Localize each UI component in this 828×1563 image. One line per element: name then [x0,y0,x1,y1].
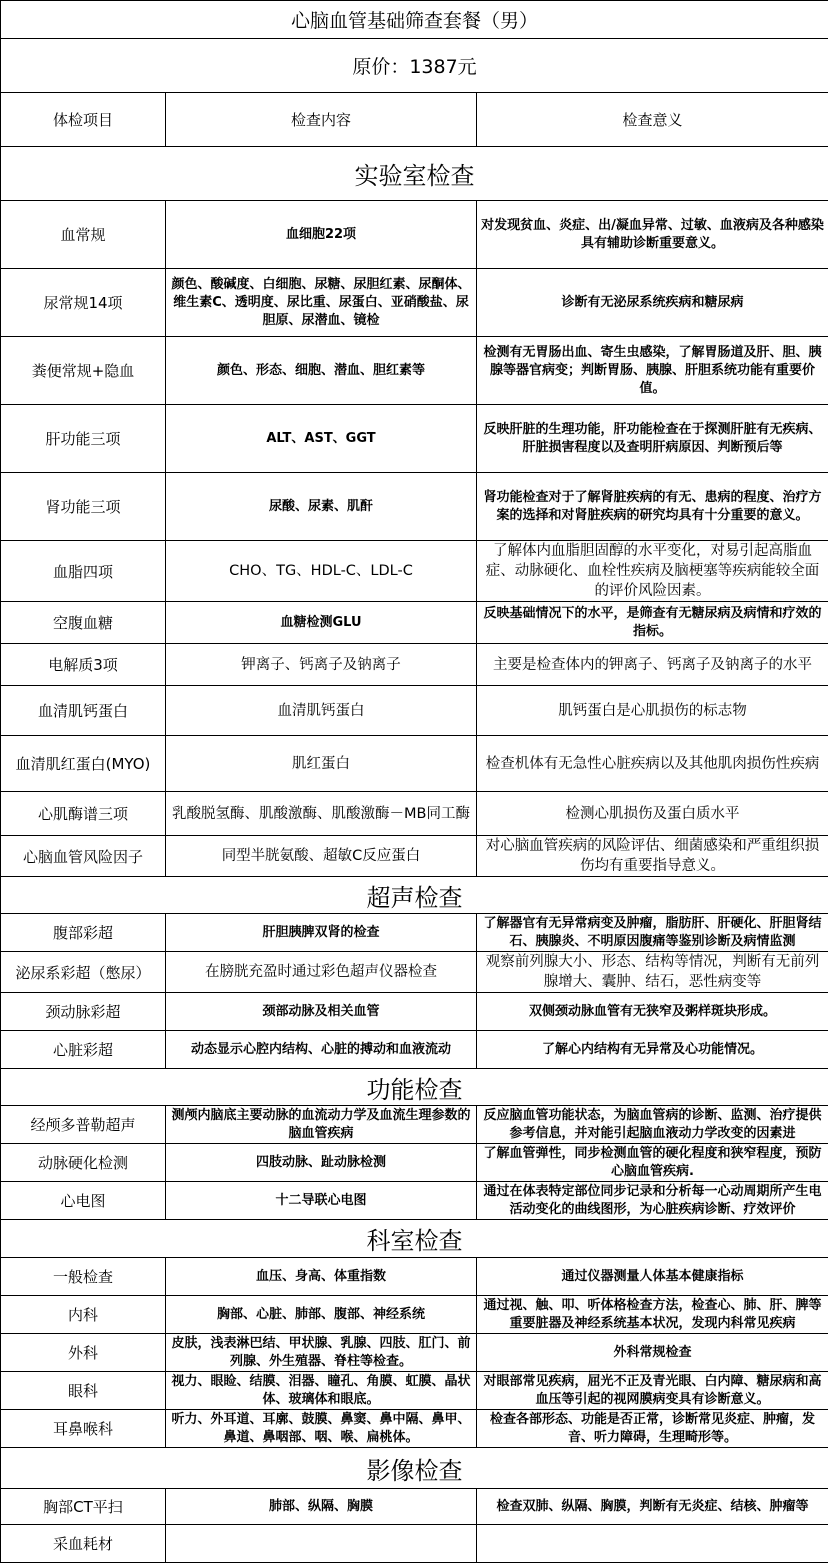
item-name: 血常规 [1,201,166,269]
item-content: 十二导联心电图 [166,1182,477,1220]
table-row [1,1334,828,1372]
item-content: 钾离子、钙离子及钠离子 [166,644,477,686]
item-content: ALT、AST、GGT [166,405,477,473]
table-row [1,1182,828,1220]
item-name: 动脉硬化检测 [1,1144,166,1182]
item-meaning: 检查各部形态、功能是否正常，诊断常见炎症、肿瘤，发音、听力障碍，生理畸形等。 [477,1410,828,1448]
item-meaning: 肾功能检查对于了解肾脏疾病的有无、患病的程度、治疗方案的选择和对肾脏疾病的研究均具有十分重要的意义。 [477,473,828,541]
table-row [1,952,828,993]
item-content: 肺部、纵隔、胸膜 [166,1489,477,1525]
item-name: 内科 [1,1296,166,1334]
item-meaning: 反映肝脏的生理功能，肝功能检查在于探测肝脏有无疾病、肝脏损害程度以及查明肝病原因、判断预后等 [477,405,828,473]
item-content: 血糖检测GLU [166,602,477,644]
table-row [1,1144,828,1182]
item-meaning: 检测有无胃肠出血、寄生虫感染，了解胃肠道及肝、胆、胰腺等器官病变；判断胃肠、胰腺、肝胆系统功能有重要价值。 [477,337,828,405]
item-content: 血压、身高、体重指数 [166,1258,477,1296]
item-content: 血细胞22项 [166,201,477,269]
item-name: 颈动脉彩超 [1,993,166,1031]
item-name: 泌尿系彩超（憋尿） [1,952,166,993]
item-content: 动态显示心腔内结构、心脏的搏动和血液流动 [166,1031,477,1069]
table-row [1,602,828,644]
section-title-lab: 实验室检查 [1,147,828,201]
item-name: 耳鼻喉科 [1,1410,166,1448]
table-row [1,644,828,686]
item-name: 采血耗材 [1,1525,166,1563]
table-row [1,1372,828,1410]
section-title-function: 功能检查 [1,1069,828,1106]
item-content: 尿酸、尿素、肌酐 [166,473,477,541]
item-name: 经颅多普勒超声 [1,1106,166,1144]
item-meaning [477,1525,828,1563]
item-name: 眼科 [1,1372,166,1410]
item-content: 血清肌钙蛋白 [166,686,477,736]
item-name: 尿常规14项 [1,269,166,337]
header-item: 体检项目 [1,93,166,147]
table-row [1,1489,828,1525]
section-title-imaging: 影像检查 [1,1448,828,1489]
item-content: 皮肤，浅表淋巴结、甲状腺、乳腺、四肢、肛门、前列腺、外生殖器、脊柱等检查。 [166,1334,477,1372]
item-meaning: 通过仪器测量人体基本健康指标 [477,1258,828,1296]
table-row [1,541,828,602]
item-name: 胸部CT平扫 [1,1489,166,1525]
item-content: 测颅内脑底主要动脉的血流动力学及血流生理参数的脑血管疾病 [166,1106,477,1144]
item-meaning: 了解心内结构有无异常及心功能情况。 [477,1031,828,1069]
item-content: 颜色、形态、细胞、潜血、胆红素等 [166,337,477,405]
item-meaning: 检测心肌损伤及蛋白质水平 [477,792,828,836]
item-name: 外科 [1,1334,166,1372]
table-row [1,1031,828,1069]
item-content [166,1525,477,1563]
item-meaning: 观察前列腺大小、形态、结构等情况，判断有无前列腺增大、囊肿、结石，恶性病变等 [477,952,828,993]
item-meaning: 诊断有无泌尿系统疾病和糖尿病 [477,269,828,337]
item-content: CHO、TG、HDL-C、LDL-C [166,541,477,602]
table-row [1,836,828,877]
item-meaning: 外科常规检查 [477,1334,828,1372]
item-content: 视力、眼睑、结膜、泪器、瞳孔、角膜、虹膜、晶状体、玻璃体和眼底。 [166,1372,477,1410]
table-row [1,1296,828,1334]
item-meaning: 对发现贫血、炎症、出/凝血异常、过敏、血液病及各种感染具有辅助诊断重要意义。 [477,201,828,269]
item-meaning: 反应脑血管功能状态，为脑血管病的诊断、监测、治疗提供参考信息，并对能引起脑血液动力学改变的因素进 [477,1106,828,1144]
item-name: 血清肌钙蛋白 [1,686,166,736]
item-name: 空腹血糖 [1,602,166,644]
table-row [1,473,828,541]
item-name: 腹部彩超 [1,914,166,952]
item-meaning: 主要是检查体内的钾离子、钙离子及钠离子的水平 [477,644,828,686]
table-row [1,686,828,736]
table-row [1,792,828,836]
original-price: 原价：1387元 [1,39,828,93]
item-name: 心脑血管风险因子 [1,836,166,877]
table-row [1,736,828,792]
item-content: 同型半胱氨酸、超敏C反应蛋白 [166,836,477,877]
section-title-ultrasound: 超声检查 [1,877,828,914]
item-name: 心脏彩超 [1,1031,166,1069]
item-name: 血脂四项 [1,541,166,602]
item-meaning: 检查双肺、纵隔、胸膜，判断有无炎症、结核、肿瘤等 [477,1489,828,1525]
table-row [1,201,828,269]
item-content: 听力、外耳道、耳廓、鼓膜、鼻窦、鼻中隔、鼻甲、鼻道、鼻咽部、咽、喉、扁桃体。 [166,1410,477,1448]
table-row [1,1258,828,1296]
item-name: 肝功能三项 [1,405,166,473]
package-title: 心脑血管基础筛查套餐（男） [1,1,828,39]
item-name: 心电图 [1,1182,166,1220]
item-content: 胸部、心脏、肺部、腹部、神经系统 [166,1296,477,1334]
item-content: 乳酸脱氢酶、肌酸激酶、肌酸激酶－MB同工酶 [166,792,477,836]
item-content: 四肢动脉、趾动脉检测 [166,1144,477,1182]
item-name: 电解质3项 [1,644,166,686]
item-meaning: 了解器官有无异常病变及肿瘤，脂肪肝、肝硬化、肝胆肾结石、胰腺炎、不明原因腹痛等鉴别诊断及病情监测 [477,914,828,952]
item-name: 肾功能三项 [1,473,166,541]
item-meaning: 通过视、触、叩、听体格检查方法，检查心、肺、肝、脾等重要脏器及神经系统基本状况，发现内科常见疾病 [477,1296,828,1334]
item-meaning: 双侧颈动脉血管有无狭窄及粥样斑块形成。 [477,993,828,1031]
item-meaning: 对眼部常见疾病，屈光不正及青光眼、白内障、糖尿病和高血压等引起的视网膜病变具有诊断意义。 [477,1372,828,1410]
header-content: 检查内容 [166,93,477,147]
table-row [1,1410,828,1448]
table-row [1,405,828,473]
section-title-dept: 科室检查 [1,1220,828,1258]
item-meaning: 反映基础情况下的水平，是筛查有无糖尿病及病情和疗效的指标。 [477,602,828,644]
table-row [1,914,828,952]
item-meaning: 肌钙蛋白是心肌损伤的标志物 [477,686,828,736]
item-name: 一般检查 [1,1258,166,1296]
item-name: 粪便常规+隐血 [1,337,166,405]
table-row [1,269,828,337]
header-meaning: 检查意义 [477,93,828,147]
item-meaning: 检查机体有无急性心脏疾病以及其他肌肉损伤性疾病 [477,736,828,792]
table-row [1,1525,828,1563]
item-name: 心肌酶谱三项 [1,792,166,836]
item-meaning: 了解体内血脂胆固醇的水平变化，对易引起高脂血症、动脉硬化、血栓性疾病及脑梗塞等疾病能较全面的评价风险因素。 [477,541,828,602]
item-meaning: 对心脑血管疾病的风险评估、细菌感染和严重组织损伤均有重要指导意义。 [477,836,828,877]
item-meaning: 了解血管弹性，同步检测血管的硬化程度和狭窄程度，预防心脑血管疾病. [477,1144,828,1182]
table-row [1,337,828,405]
item-content: 肝胆胰脾双肾的检查 [166,914,477,952]
table-row [1,993,828,1031]
table-row [1,1106,828,1144]
item-name: 血清肌红蛋白(MYO) [1,736,166,792]
item-content: 颈部动脉及相关血管 [166,993,477,1031]
item-meaning: 通过在体表特定部位同步记录和分析每一心动周期所产生电活动变化的曲线图形，为心脏疾病诊断、疗效评价 [477,1182,828,1220]
item-content: 颜色、酸碱度、白细胞、尿糖、尿胆红素、尿酮体、维生素C、透明度、尿比重、尿蛋白、亚硝酸盐、尿胆原、尿潜血、镜检 [166,269,477,337]
item-content: 在膀胱充盈时通过彩色超声仪器检查 [166,952,477,993]
item-content: 肌红蛋白 [166,736,477,792]
